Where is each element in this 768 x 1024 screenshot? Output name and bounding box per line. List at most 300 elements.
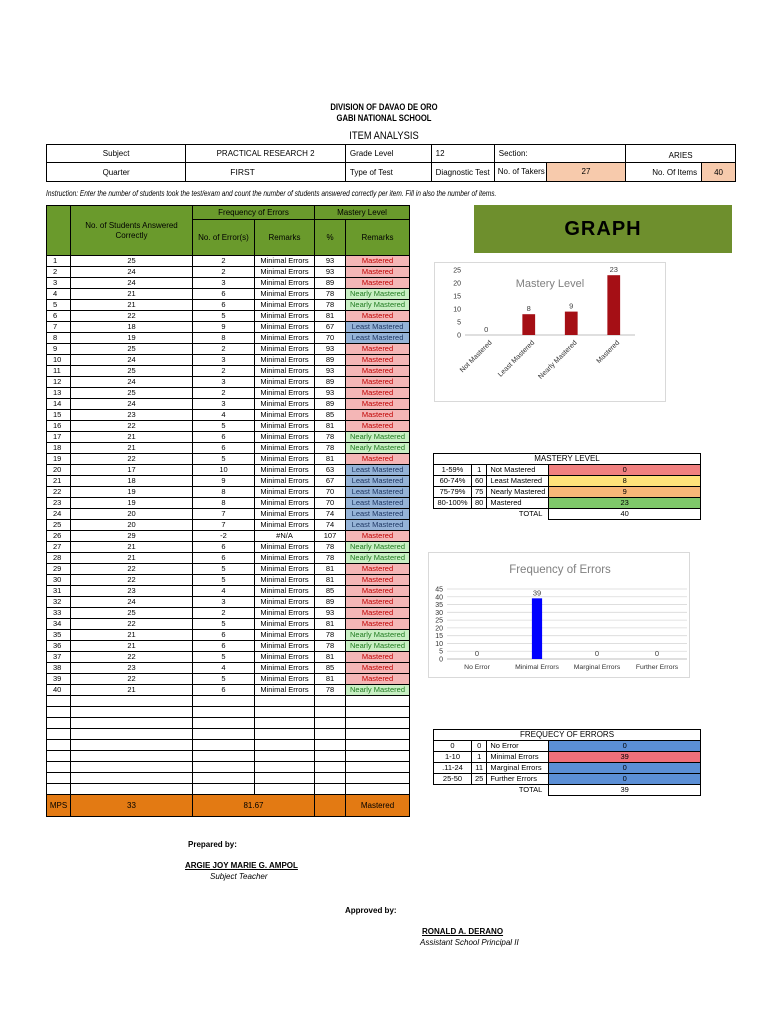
students-correct[interactable]: 22 (71, 311, 193, 322)
y-tick-label: 25 (435, 617, 443, 625)
item-number: 30 (47, 575, 71, 586)
takers-value[interactable]: 27 (547, 163, 626, 181)
students-correct[interactable]: 25 (71, 608, 193, 619)
empty-cell[interactable] (71, 729, 193, 740)
empty-cell[interactable] (315, 718, 346, 729)
bar (532, 598, 542, 659)
table-row (47, 421, 410, 432)
table-row (47, 454, 410, 465)
frequency-errors-header: Frequency of Errors (193, 206, 315, 220)
empty-cell[interactable] (47, 740, 71, 751)
section-label: Section: (494, 145, 626, 163)
students-correct[interactable]: 22 (71, 421, 193, 432)
empty-cell[interactable] (255, 740, 315, 751)
approved-by-name: RONALD A. DERANO (422, 927, 504, 936)
table-row (47, 564, 410, 575)
item-number: 32 (47, 597, 71, 608)
error-remarks: Minimal Errors (255, 300, 315, 311)
item-number: 13 (47, 388, 71, 399)
x-tick-label: Minimal Errors (515, 664, 559, 671)
students-correct[interactable]: 25 (71, 388, 193, 399)
table-row (47, 256, 410, 267)
mastery-percent: 78 (315, 432, 346, 443)
empty-cell[interactable] (71, 751, 193, 762)
students-correct[interactable]: 24 (71, 377, 193, 388)
mastery-percent: 81 (315, 619, 346, 630)
empty-cell[interactable] (315, 707, 346, 718)
mastery-percent: 67 (315, 476, 346, 487)
empty-row (47, 718, 410, 729)
item-number: 1 (47, 256, 71, 267)
error-count: 9 (193, 322, 255, 333)
students-correct[interactable]: 24 (71, 278, 193, 289)
mastery-percent: 89 (315, 278, 346, 289)
items-value[interactable]: 40 (702, 163, 736, 182)
empty-cell[interactable] (255, 762, 315, 773)
empty-cell[interactable] (47, 718, 71, 729)
mastery-remarks: Mastered (346, 421, 410, 432)
students-correct[interactable]: 24 (71, 597, 193, 608)
item-number: 34 (47, 619, 71, 630)
data-label: 0 (654, 649, 660, 658)
empty-cell[interactable] (71, 762, 193, 773)
item-number: 24 (47, 509, 71, 520)
item-number: 20 (47, 465, 71, 476)
students-correct[interactable]: 25 (71, 344, 193, 355)
y-tick-label: 5 (457, 319, 461, 327)
students-correct-header: No. of Students Answered Correctly (71, 206, 193, 256)
empty-cell[interactable] (71, 784, 193, 795)
bar (607, 275, 620, 335)
type-label: Type of Test (345, 163, 431, 182)
empty-cell[interactable] (193, 740, 255, 751)
students-correct[interactable]: 23 (71, 663, 193, 674)
table-row (47, 399, 410, 410)
empty-cell[interactable] (346, 707, 410, 718)
item-number: 8 (47, 333, 71, 344)
empty-cell[interactable] (71, 773, 193, 784)
empty-cell[interactable] (255, 718, 315, 729)
table-row (47, 377, 410, 388)
empty-row (47, 707, 410, 718)
table-row (47, 498, 410, 509)
students-correct[interactable]: 21 (71, 553, 193, 564)
error-remarks: Minimal Errors (255, 333, 315, 344)
mastery-remarks: Mastered (346, 355, 410, 366)
chart-title: Frequency of Errors (509, 564, 611, 576)
empty-cell[interactable] (255, 751, 315, 762)
mastery-percent: 81 (315, 564, 346, 575)
table-row (47, 487, 410, 498)
table-row (47, 663, 410, 674)
item-number: 4 (47, 289, 71, 300)
table-row (47, 641, 410, 652)
empty-cell[interactable] (346, 729, 410, 740)
prepared-by-label: Prepared by: (188, 840, 237, 849)
summary-label: No Error (487, 741, 549, 752)
takers-label: No. of Takers (495, 163, 547, 181)
mastery-percent: 85 (315, 586, 346, 597)
students-correct[interactable]: 21 (71, 685, 193, 696)
empty-cell[interactable] (255, 729, 315, 740)
students-correct[interactable]: 23 (71, 410, 193, 421)
empty-cell[interactable] (47, 707, 71, 718)
students-correct[interactable]: 25 (71, 366, 193, 377)
table-row (47, 432, 410, 443)
empty-cell[interactable] (193, 729, 255, 740)
summary-range: 0 (434, 741, 472, 752)
error-count: 6 (193, 443, 255, 454)
grade-value[interactable]: 12 (431, 145, 494, 163)
empty-cell[interactable] (47, 762, 71, 773)
students-correct[interactable]: 20 (71, 520, 193, 531)
empty-cell[interactable] (346, 773, 410, 784)
table-row (47, 575, 410, 586)
error-remarks: Minimal Errors (255, 597, 315, 608)
item-number: 31 (47, 586, 71, 597)
students-correct[interactable]: 21 (71, 443, 193, 454)
students-correct[interactable]: 23 (71, 586, 193, 597)
mastery-percent: 81 (315, 421, 346, 432)
error-count: 6 (193, 685, 255, 696)
error-count: 5 (193, 575, 255, 586)
x-tick-label: Marginal Errors (573, 664, 621, 671)
item-number: 17 (47, 432, 71, 443)
mastery-remarks: Least Mastered (346, 465, 410, 476)
frequency-chart-svg (429, 553, 691, 679)
mastery-remarks: Mastered (346, 597, 410, 608)
mastery-percent: 78 (315, 289, 346, 300)
error-count: 9 (193, 476, 255, 487)
empty-row (47, 696, 410, 707)
empty-cell[interactable] (315, 751, 346, 762)
summary-range: .11-24 (434, 763, 472, 774)
students-correct[interactable]: 21 (71, 641, 193, 652)
students-correct[interactable]: 21 (71, 432, 193, 443)
summary-row (434, 487, 701, 498)
mastery-remarks: Mastered (346, 652, 410, 663)
empty-cell[interactable] (193, 762, 255, 773)
error-remarks-header: Remarks (255, 220, 315, 256)
data-label: 8 (526, 304, 531, 314)
empty-cell[interactable] (315, 729, 346, 740)
summary-row (434, 476, 701, 487)
quarter-label: Quarter (47, 163, 186, 182)
students-correct[interactable]: 24 (71, 267, 193, 278)
mastery-remarks: Nearly Mastered (346, 443, 410, 454)
table-row (47, 311, 410, 322)
table-row (47, 388, 410, 399)
empty-cell[interactable] (71, 707, 193, 718)
empty-cell[interactable] (255, 707, 315, 718)
mastery-remarks: Mastered (346, 586, 410, 597)
error-remarks: Minimal Errors (255, 410, 315, 421)
y-tick-label: 10 (453, 306, 461, 314)
empty-cell[interactable] (193, 773, 255, 784)
y-tick-label: 0 (439, 656, 443, 664)
empty-cell[interactable] (193, 784, 255, 795)
empty-cell[interactable] (346, 762, 410, 773)
table-row (47, 355, 410, 366)
item-analysis-table (46, 205, 410, 817)
mastery-remarks: Mastered (346, 399, 410, 410)
table-row (47, 300, 410, 311)
y-tick-label: 10 (435, 640, 443, 648)
y-tick-label: 5 (439, 648, 443, 656)
error-remarks: Minimal Errors (255, 344, 315, 355)
table-row (47, 443, 410, 454)
empty-cell[interactable] (71, 718, 193, 729)
summary-range: 75-79% (434, 487, 472, 498)
x-tick-label: Not Mastered (458, 339, 494, 375)
table-row (47, 630, 410, 641)
error-remarks: Minimal Errors (255, 641, 315, 652)
summary-row (434, 774, 701, 785)
item-number: 22 (47, 487, 71, 498)
frequency-total: 39 (549, 785, 701, 796)
empty-row (47, 773, 410, 784)
y-tick-label: 45 (435, 586, 443, 594)
students-correct[interactable]: 19 (71, 498, 193, 509)
data-label: 39 (532, 588, 542, 598)
item-number: 37 (47, 652, 71, 663)
item-number: 3 (47, 278, 71, 289)
mastery-total-label: TOTAL (518, 509, 543, 519)
error-remarks: Minimal Errors (255, 685, 315, 696)
table-row (47, 465, 410, 476)
students-correct[interactable]: 17 (71, 465, 193, 476)
mastery-remarks: Nearly Mastered (346, 630, 410, 641)
mastery-percent: 67 (315, 322, 346, 333)
students-correct[interactable]: 29 (71, 531, 193, 542)
students-correct[interactable]: 25 (71, 256, 193, 267)
mastery-level-header: Mastery Level (315, 206, 410, 220)
mastery-remarks: Least Mastered (346, 476, 410, 487)
empty-cell[interactable] (346, 696, 410, 707)
students-correct[interactable]: 21 (71, 542, 193, 553)
empty-cell[interactable] (71, 740, 193, 751)
mps-percent: 81.67 (193, 795, 315, 817)
summary-label: Further Errors (487, 774, 549, 785)
mastery-remarks: Mastered (346, 608, 410, 619)
y-tick-label: 0 (457, 332, 461, 340)
summary-label: Marginal Errors (487, 763, 549, 774)
data-label: 9 (569, 301, 574, 311)
empty-cell[interactable] (47, 784, 71, 795)
error-remarks: Minimal Errors (255, 608, 315, 619)
item-number: 33 (47, 608, 71, 619)
mastery-chart (434, 262, 666, 402)
frequency-summary-table (433, 729, 701, 796)
error-count: 6 (193, 300, 255, 311)
item-number: 23 (47, 498, 71, 509)
page-title: ITEM ANALYSIS (349, 130, 419, 142)
error-count: 5 (193, 311, 255, 322)
empty-cell[interactable] (193, 696, 255, 707)
students-correct[interactable]: 18 (71, 322, 193, 333)
mps-students: 33 (71, 795, 193, 817)
error-remarks: Minimal Errors (255, 520, 315, 531)
summary-range: 1-59% (434, 465, 472, 476)
mastery-percent: 70 (315, 498, 346, 509)
y-tick-label: 20 (435, 625, 443, 633)
empty-cell[interactable] (346, 784, 410, 795)
empty-cell[interactable] (315, 740, 346, 751)
item-number: 2 (47, 267, 71, 278)
students-correct[interactable]: 22 (71, 652, 193, 663)
error-count: 8 (193, 333, 255, 344)
summary-count: 0 (549, 465, 701, 476)
students-correct[interactable]: 24 (71, 399, 193, 410)
mastery-percent: 81 (315, 652, 346, 663)
item-number: 38 (47, 663, 71, 674)
table-row (47, 586, 410, 597)
empty-cell[interactable] (71, 696, 193, 707)
empty-cell[interactable] (315, 762, 346, 773)
students-correct[interactable]: 22 (71, 674, 193, 685)
students-correct[interactable]: 21 (71, 630, 193, 641)
error-remarks: Minimal Errors (255, 564, 315, 575)
graph-banner: GRAPH (474, 205, 732, 253)
error-count: 5 (193, 564, 255, 575)
mastery-remarks: Mastered (346, 344, 410, 355)
mastery-remarks: Mastered (346, 278, 410, 289)
empty-row (47, 751, 410, 762)
mastery-percent: 81 (315, 575, 346, 586)
error-remarks: Minimal Errors (255, 674, 315, 685)
empty-cell[interactable] (47, 751, 71, 762)
mastery-remarks: Least Mastered (346, 509, 410, 520)
quarter-value[interactable]: FIRST (186, 163, 346, 182)
mastery-remarks: Least Mastered (346, 322, 410, 333)
error-count: 6 (193, 641, 255, 652)
table-row (47, 531, 410, 542)
summary-count: 0 (549, 763, 701, 774)
empty-cell[interactable] (315, 696, 346, 707)
y-tick-label: 20 (453, 280, 461, 288)
subject-value[interactable]: PRACTICAL RESEARCH 2 (186, 145, 346, 163)
error-remarks: Minimal Errors (255, 575, 315, 586)
students-correct[interactable]: 22 (71, 619, 193, 630)
empty-cell[interactable] (346, 740, 410, 751)
error-count: 7 (193, 509, 255, 520)
error-remarks: Minimal Errors (255, 498, 315, 509)
students-correct[interactable]: 24 (71, 355, 193, 366)
empty-cell[interactable] (193, 707, 255, 718)
empty-cell[interactable] (315, 784, 346, 795)
students-correct[interactable]: 22 (71, 564, 193, 575)
error-count: 6 (193, 542, 255, 553)
summary-row (434, 752, 701, 763)
error-count: 3 (193, 355, 255, 366)
item-number: 39 (47, 674, 71, 685)
students-correct[interactable]: 22 (71, 454, 193, 465)
empty-cell[interactable] (255, 773, 315, 784)
mastery-percent: 81 (315, 311, 346, 322)
empty-cell[interactable] (315, 773, 346, 784)
item-number: 19 (47, 454, 71, 465)
mastery-percent: 78 (315, 641, 346, 652)
table-row (47, 267, 410, 278)
error-count: 4 (193, 663, 255, 674)
empty-cell[interactable] (47, 729, 71, 740)
students-correct[interactable]: 20 (71, 509, 193, 520)
error-count: 8 (193, 487, 255, 498)
item-number: 16 (47, 421, 71, 432)
empty-cell[interactable] (255, 696, 315, 707)
mastery-percent: 85 (315, 663, 346, 674)
empty-cell[interactable] (47, 696, 71, 707)
mastery-percent: 78 (315, 685, 346, 696)
mastery-remarks: Least Mastered (346, 333, 410, 344)
students-correct[interactable]: 21 (71, 300, 193, 311)
students-correct[interactable]: 18 (71, 476, 193, 487)
summary-code: 75 (472, 487, 487, 498)
table-row (47, 542, 410, 553)
error-remarks: Minimal Errors (255, 586, 315, 597)
students-correct[interactable]: 19 (71, 333, 193, 344)
summary-label: Mastered (487, 498, 549, 509)
empty-cell[interactable] (346, 718, 410, 729)
subject-label: Subject (47, 145, 186, 163)
error-count: 5 (193, 652, 255, 663)
chart-title: Mastery Level (515, 278, 585, 290)
error-count: 2 (193, 608, 255, 619)
mastery-percent: 70 (315, 487, 346, 498)
students-correct[interactable]: 19 (71, 487, 193, 498)
error-remarks: Minimal Errors (255, 311, 315, 322)
error-count: 7 (193, 520, 255, 531)
error-count: 3 (193, 278, 255, 289)
mastery-remarks: Mastered (346, 267, 410, 278)
empty-row (47, 784, 410, 795)
error-remarks: Minimal Errors (255, 355, 315, 366)
summary-code: 1 (472, 465, 487, 476)
division-name: DIVISION OF DAVAO DE ORO (330, 102, 438, 112)
students-correct[interactable]: 22 (71, 575, 193, 586)
error-remarks: Minimal Errors (255, 487, 315, 498)
mastery-remarks: Nearly Mastered (346, 289, 410, 300)
table-row (47, 278, 410, 289)
summary-row (434, 763, 701, 774)
section-value[interactable]: ARIES (626, 145, 736, 163)
error-count: 10 (193, 465, 255, 476)
students-correct[interactable]: 21 (71, 289, 193, 300)
error-remarks: Minimal Errors (255, 421, 315, 432)
y-tick-label: 15 (435, 633, 443, 641)
error-remarks: Minimal Errors (255, 278, 315, 289)
mastery-percent: 89 (315, 377, 346, 388)
type-value[interactable]: Diagnostic Test (431, 163, 494, 182)
empty-cell[interactable] (255, 784, 315, 795)
summary-code: 0 (472, 741, 487, 752)
mastery-percent: 93 (315, 267, 346, 278)
empty-row (47, 740, 410, 751)
item-number: 27 (47, 542, 71, 553)
error-count: 2 (193, 366, 255, 377)
empty-cell[interactable] (47, 773, 71, 784)
error-remarks: Minimal Errors (255, 399, 315, 410)
mastery-remarks: Least Mastered (346, 487, 410, 498)
table-row (47, 366, 410, 377)
empty-cell[interactable] (346, 751, 410, 762)
empty-cell[interactable] (193, 751, 255, 762)
empty-cell[interactable] (193, 718, 255, 729)
item-number-header (47, 206, 71, 256)
mastery-remarks: Least Mastered (346, 498, 410, 509)
item-number: 5 (47, 300, 71, 311)
mastery-total: 40 (549, 509, 701, 520)
